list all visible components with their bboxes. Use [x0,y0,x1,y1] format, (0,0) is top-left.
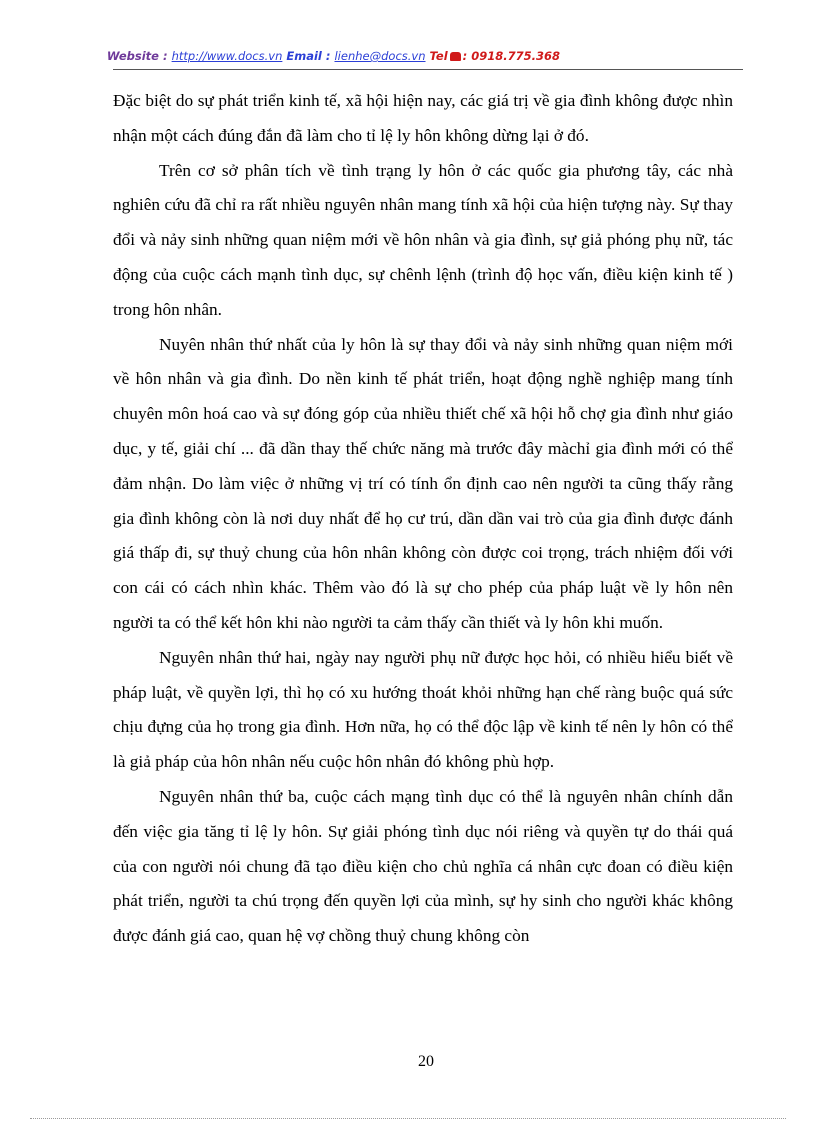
page-bottom-border [30,1118,786,1119]
tel-value: : 0918.775.368 [462,49,560,63]
header-rule [113,69,743,70]
body-text [113,84,733,954]
paragraph-2: Trên cơ sở phân tích về tình trạng ly hôn ở các quốc gia phương tây, các nhà nghiên cứu đã chỉ ra rất nhiều nguyên nhân mang tính xã hội của hiện tượng này. Sự thay đổi và nảy sinh những quan niệm mới về hôn nhân và gia đình, sự giả phóng phụ nữ, tác động của cuộc cách mạnh tình dục, sự chênh lệnh (trình độ học vấn, điều kiện kinh tế ) trong hôn nhân. [113,160,733,319]
page-header [0,49,560,63]
page-number: 20 [418,1053,434,1070]
paragraph-1: Đặc biệt do sự phát triển kinh tế, xã hội hiện nay, các giá trị về gia đình không được nhìn nhận một cách đúng đắn đã làm cho tỉ lệ ly hôn không dừng lại ở đó. [113,91,733,145]
email-label: Email [286,49,322,63]
paragraph-4: Nguyên nhân thứ hai, ngày nay người phụ nữ được học hỏi, có nhiều hiểu biết về pháp luật, về quyền lợi, thì họ có xu hướng thoát khỏi những hạn chế ràng buộc quá sức chịu đựng của họ trong gia đình. Hơn nữa, họ có thể độc lập về kinh tế nên ly hôn có thể là giả pháp của hôn nhân nếu cuộc hôn nhân đó không phù hợp. [113,647,733,772]
website-link[interactable]: http://www.docs.vn [171,49,283,63]
phone-icon [450,52,461,61]
tel-label: Tel [429,49,448,63]
website-label: Website : [106,49,168,63]
email-separator: : [321,49,335,63]
paragraph-5: Nguyên nhân thứ ba, cuộc cách mạng tình dục có thể là nguyên nhân chính dẫn đến việc gia tăng tỉ lệ ly hôn. Sự giải phóng tình dục nói riêng và quyền tự do thái quá của con người nói chung đã tạo điều kiện cho chủ nghĩa cá nhân cực đoan có điều kiện phát triển, người ta chú trọng đến quyền lợi của mình, sự hy sinh cho người khác không được đánh giá cao, quan hệ vợ chồng thuỷ chung không còn [113,786,733,946]
paragraph-3: Nuyên nhân thứ nhất của ly hôn là sự thay đổi và nảy sinh những quan niệm mới về hôn nhân và gia đình. Do nền kinh tế phát triển, hoạt động nghề nghiệp mang tính chuyên môn hoá cao và sự đóng góp của nhiều thiết chế xã hội hỗ chợ gia đình như giáo dục, y tế, giải chí ... đã dần thay thế chức năng mà trước đây màchỉ gia đình mới có thể đảm nhận. Do làm việc ở những vị trí có tính ổn định cao nên người ta cũng thấy rằng gia đình không còn là nơi duy nhất để họ cư trú, dần dần vai trò của gia đình được đánh giá thấp đi, sự thuỷ chung của hôn nhân không còn được coi trọng, trách nhiệm đối với con cái có cách nhìn khác. Thêm vào đó là sự cho phép của pháp luật về ly hôn nên người ta có thể kết hôn khi nào người ta cảm thấy cần thiết và ly hôn khi muốn. [113,334,733,632]
email-link[interactable]: lienhe@docs.vn [334,49,426,63]
